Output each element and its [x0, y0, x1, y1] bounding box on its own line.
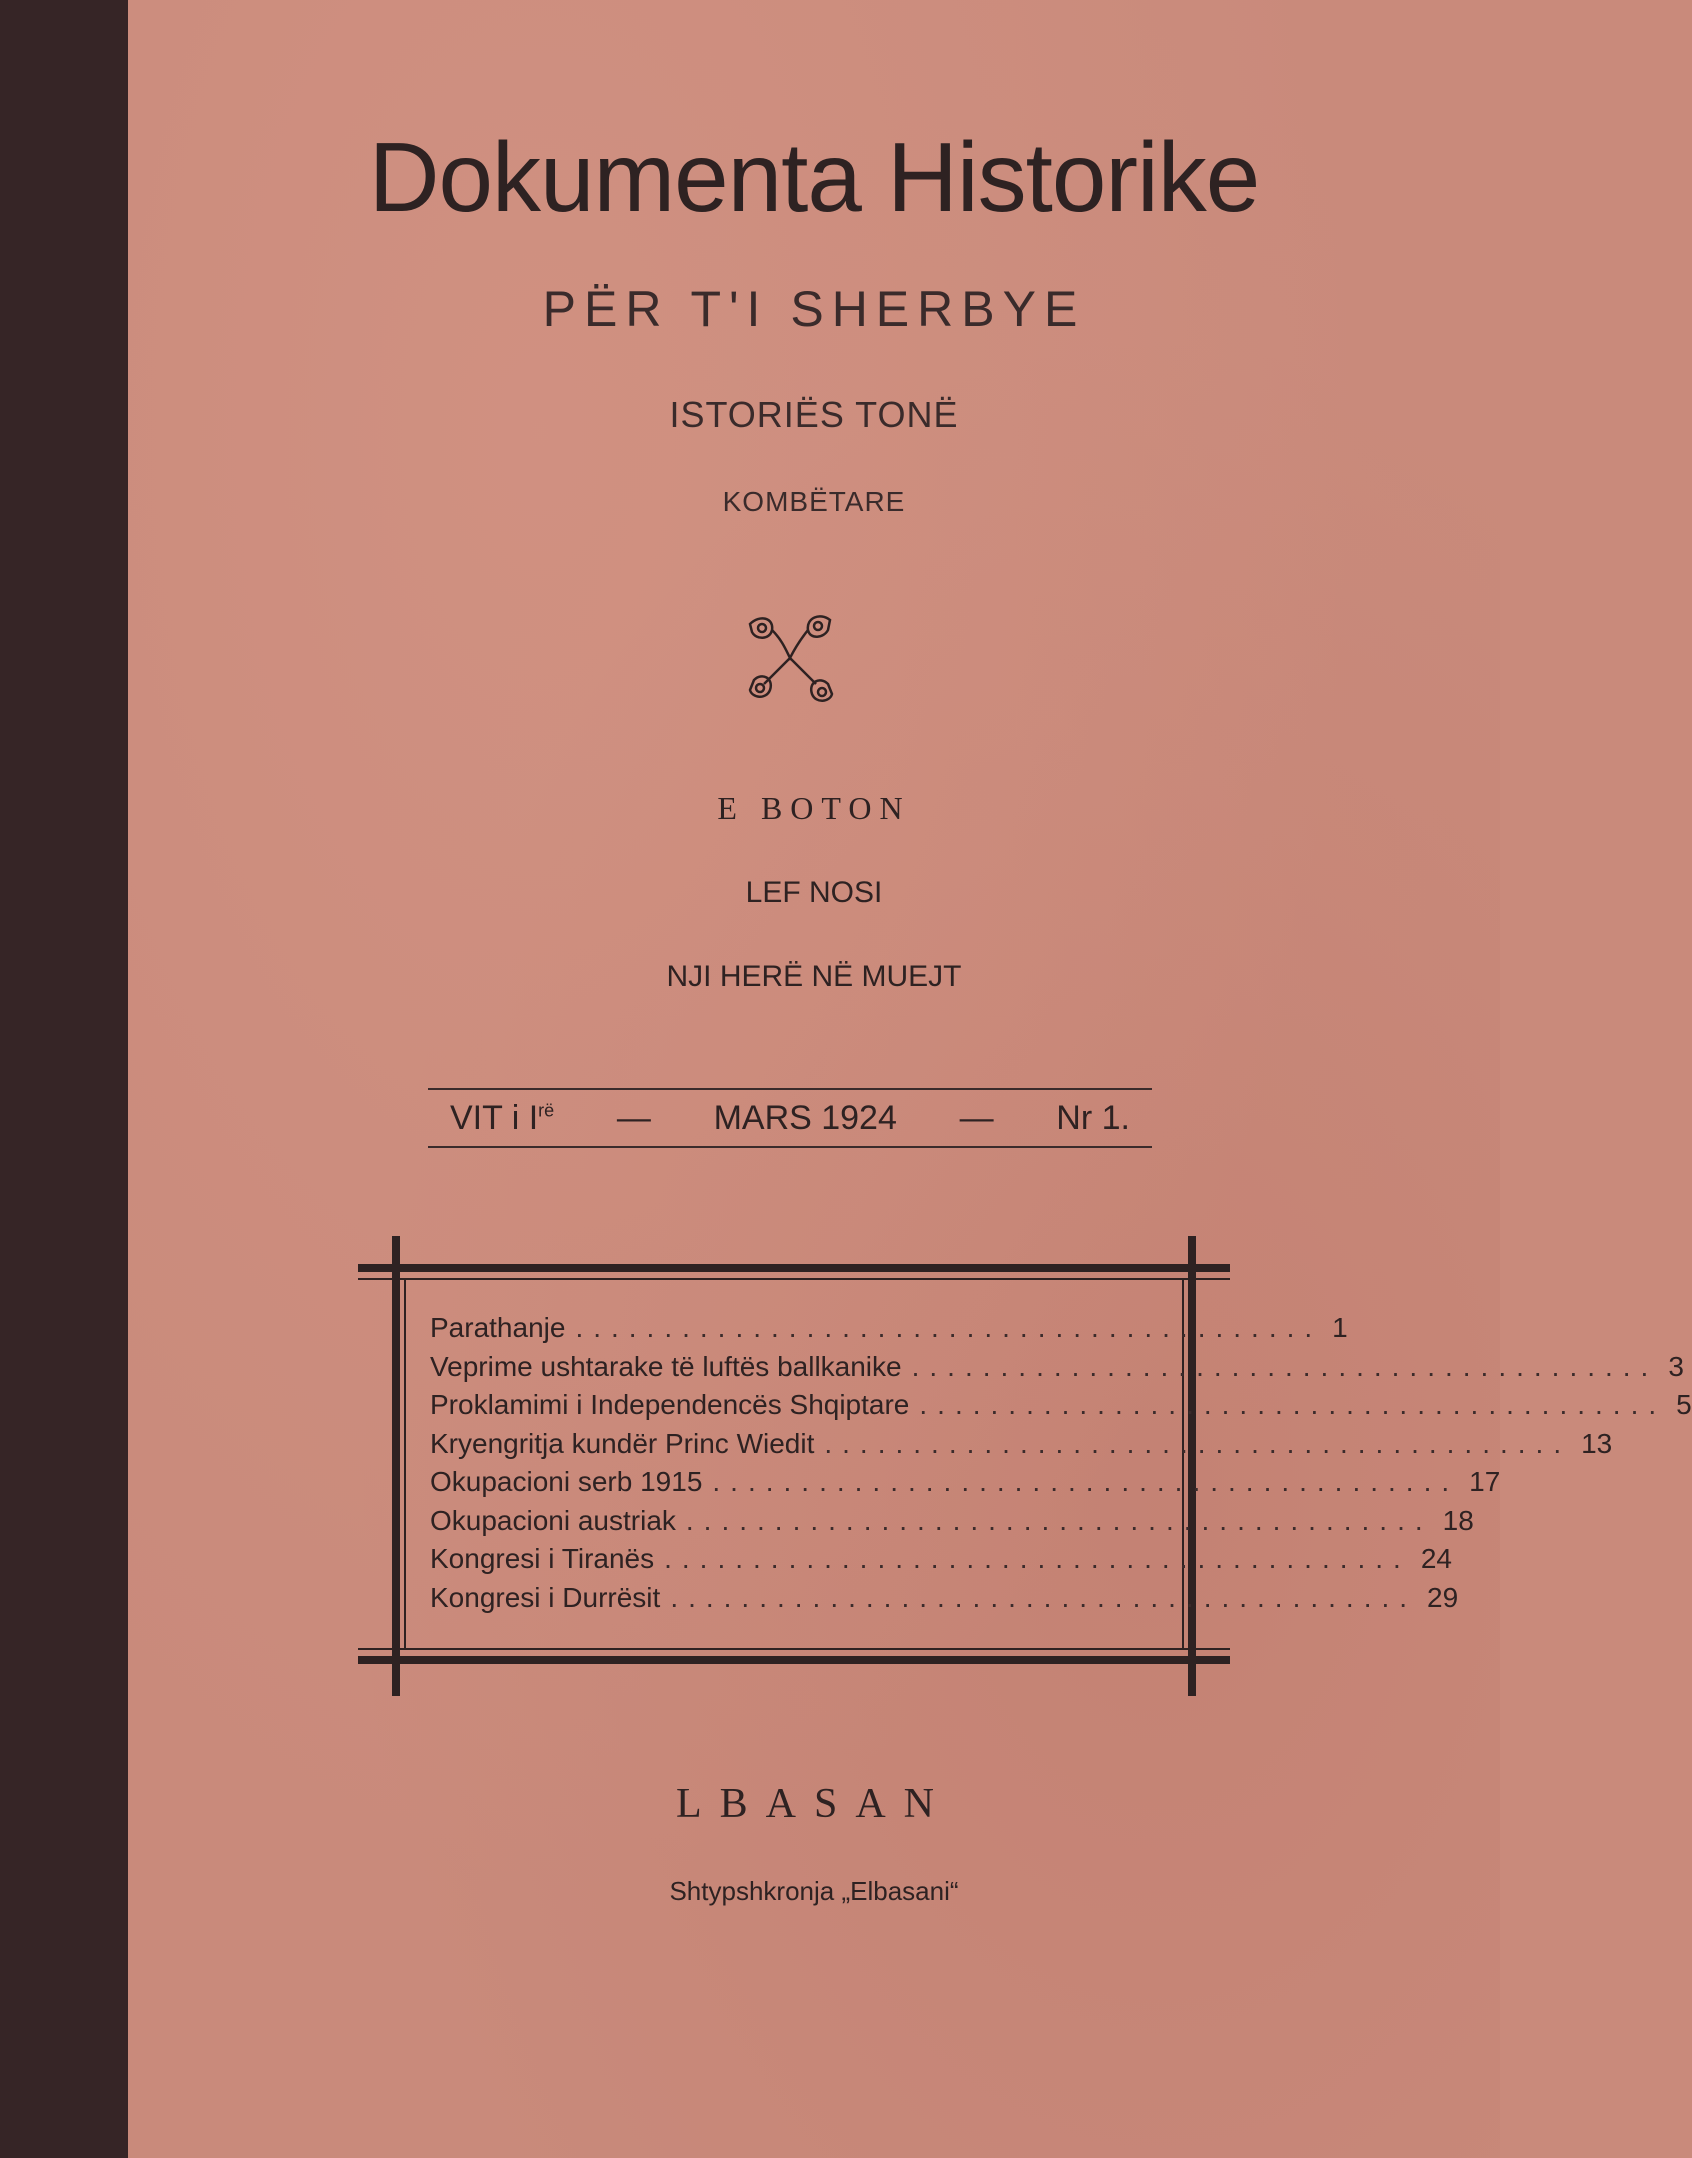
issue-year [450, 1099, 554, 1138]
toc-entry-page: 24 [1420, 1543, 1452, 1574]
publisher-label: E BOTON [717, 790, 911, 826]
printer-name: Shtypshkronja „Elbasani“ [669, 1876, 959, 1906]
issue-line [428, 1088, 1152, 1148]
frame-top-rule [358, 1264, 1230, 1272]
toc-leader-dots: .......................................... [575, 1312, 1323, 1343]
toc-entry-page: 29 [1427, 1581, 1459, 1613]
issue-year-text: VIT i I [450, 1098, 539, 1137]
publication-city: LBASAN [675, 1781, 953, 1827]
toc-entry-title: Kongresi i Tiranës [430, 1543, 655, 1574]
issue-separator-2: — [959, 1098, 994, 1137]
toc-leader-dots: .......................................... [712, 1466, 1460, 1497]
toc-entry-page: 3 [1668, 1350, 1684, 1382]
toc-entry [430, 1427, 1613, 1467]
toc-entry-title: Veprime ushtarake të luftës ballkanike [430, 1350, 902, 1382]
toc-entry [430, 1350, 1684, 1390]
toc-entry-title: Okupacioni serb 1915 [430, 1466, 703, 1497]
issue-separator-1: — [616, 1098, 651, 1137]
publisher-name: LEF NOSI [745, 876, 883, 909]
toc-leader-dots: .......................................... [919, 1389, 1667, 1420]
issue-date: MARS 1924 [713, 1098, 897, 1137]
issue-year-suffix: rë [538, 1100, 555, 1121]
toc-entry-title: Kryengritja kundër Princ Wiedit [430, 1427, 815, 1459]
frame-bottom-hairline [358, 1648, 1230, 1650]
issue-number: Nr 1. [1056, 1098, 1130, 1137]
publication-frequency: NJI HERË NË MUEJT [666, 960, 962, 993]
table-of-contents [430, 1312, 1692, 1620]
toc-entry [430, 1504, 1474, 1544]
cover-subtitle-line3: KOMBËTARE [722, 486, 906, 517]
cover-subtitle-line2: ISTORIËS TONË [669, 394, 959, 435]
toc-entry-title: Okupacioni austriak [430, 1504, 676, 1536]
cover-subtitle-line1: PËR T'I SHERBYE [542, 281, 1086, 337]
toc-entry [430, 1581, 1459, 1621]
frame-left-post [392, 1236, 400, 1696]
toc-leader-dots: .......................................... [670, 1581, 1418, 1613]
toc-entry-page: 17 [1469, 1466, 1501, 1497]
toc-entry-page: 5 [1676, 1389, 1692, 1420]
frame-bottom-rule [358, 1656, 1230, 1664]
toc-entry-title: Parathanje [430, 1312, 566, 1343]
toc-entry-title: Proklamimi i Independencës Shqiptare [430, 1389, 910, 1420]
toc-entry [430, 1312, 1348, 1351]
toc-entry [430, 1389, 1692, 1428]
toc-entry-title: Kongresi i Durrësit [430, 1581, 661, 1613]
toc-entry [430, 1543, 1452, 1582]
toc-leader-dots: .......................................... [664, 1543, 1411, 1574]
toc-entry-page: 1 [1332, 1312, 1348, 1343]
toc-entry-page: 18 [1442, 1504, 1474, 1536]
frame-top-hairline [358, 1278, 1230, 1280]
toc-entry-page: 13 [1581, 1427, 1613, 1459]
toc-leader-dots: .......................................... [911, 1350, 1659, 1382]
cover-title: Dokumenta Historike [368, 122, 1260, 232]
floral-ornament-icon [730, 606, 850, 716]
toc-leader-dots: .......................................... [685, 1504, 1433, 1536]
book-spine [0, 0, 128, 2158]
frame-left-hairline [404, 1278, 406, 1648]
toc-entry [430, 1466, 1501, 1505]
toc-leader-dots: .......................................... [824, 1427, 1572, 1459]
